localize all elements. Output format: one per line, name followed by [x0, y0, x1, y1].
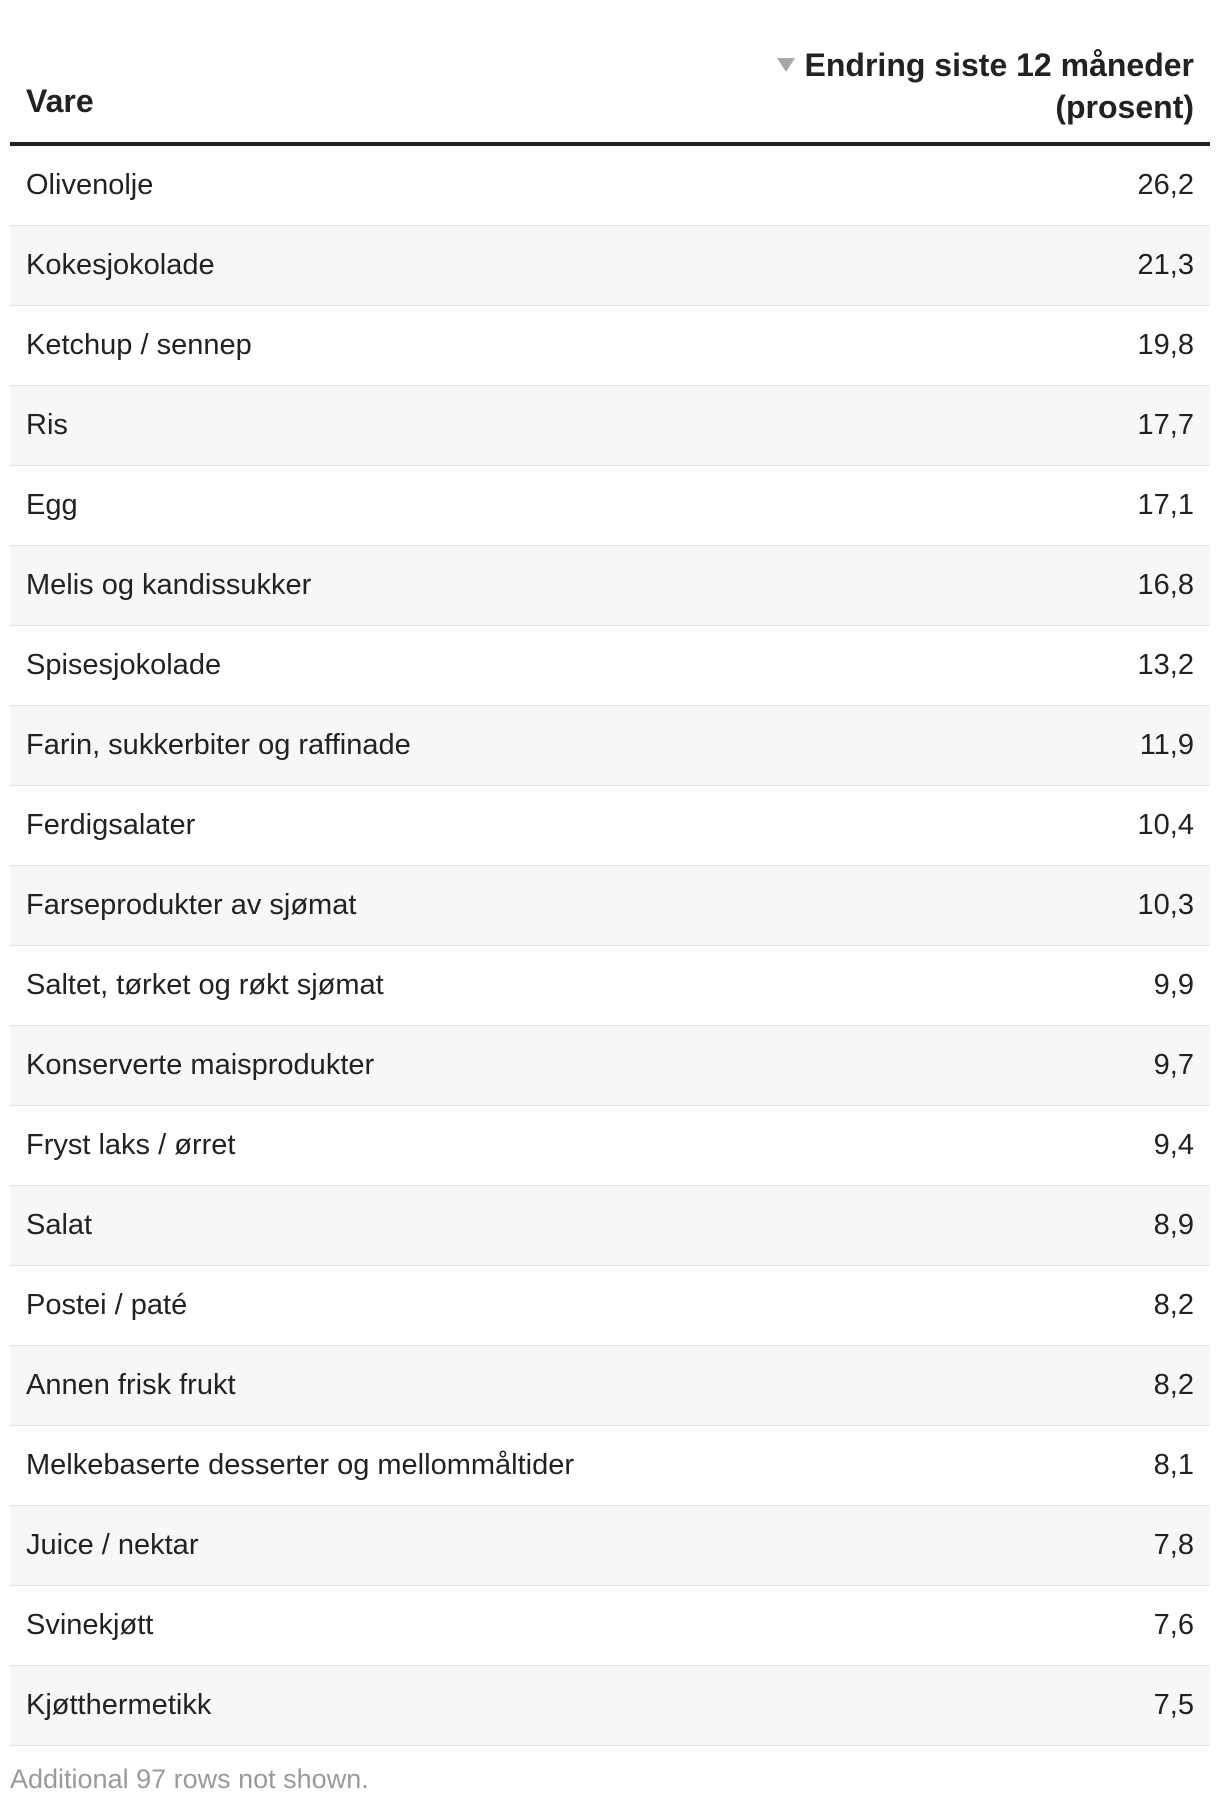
- row-change-value: 9,9: [1153, 969, 1194, 1001]
- row-change-value: 8,1: [1153, 1449, 1194, 1481]
- row-item-label: Annen frisk frukt: [26, 1369, 236, 1401]
- row-change-value: 10,4: [1137, 809, 1194, 841]
- row-item-label: Farseprodukter av sjømat: [26, 889, 357, 921]
- row-item-label: Olivenolje: [26, 169, 154, 201]
- column-header-item[interactable]: Vare: [26, 83, 94, 119]
- table-row: [10, 1266, 1210, 1346]
- row-item-label: Farin, sukkerbiter og raffinade: [26, 729, 411, 761]
- column-header-change[interactable]: [777, 44, 1194, 128]
- table-row: [10, 466, 1210, 546]
- row-item-label: Konserverte maisprodukter: [26, 1049, 375, 1081]
- row-item-label: Ris: [26, 409, 68, 441]
- row-item-label: Spisesjokolade: [26, 649, 222, 681]
- row-change-value: 8,2: [1153, 1369, 1194, 1401]
- row-item-label: Ketchup / sennep: [26, 329, 252, 361]
- row-change-value: 7,8: [1153, 1529, 1194, 1561]
- table-row: [10, 1186, 1210, 1266]
- row-change-value: 11,9: [1139, 729, 1194, 761]
- row-change-value: 26,2: [1137, 169, 1194, 201]
- row-change-value: 9,4: [1153, 1129, 1194, 1161]
- table-footnote: Additional 97 rows not shown.: [10, 1764, 369, 1794]
- sort-descending-icon: [777, 58, 795, 72]
- row-change-value: 7,5: [1153, 1689, 1194, 1721]
- row-item-label: Juice / nektar: [26, 1529, 199, 1561]
- row-item-label: Kjøtthermetikk: [26, 1689, 212, 1721]
- column-header-change-line2: (prosent): [1055, 89, 1194, 125]
- table-header: [10, 0, 1210, 146]
- row-item-label: Svinekjøtt: [26, 1609, 154, 1641]
- column-header-change-text: Endring siste 12 måneder: [804, 47, 1194, 83]
- row-change-value: 16,8: [1137, 569, 1194, 601]
- table-row: [10, 1106, 1210, 1186]
- row-item-label: Egg: [26, 489, 78, 521]
- row-item-label: Kokesjokolade: [26, 249, 215, 281]
- table-body: [10, 146, 1210, 1746]
- row-change-value: 17,1: [1137, 489, 1194, 521]
- data-table: [10, 0, 1210, 1746]
- column-header-change-line1: [777, 44, 1194, 86]
- table-row: [10, 1666, 1210, 1746]
- table-row: [10, 706, 1210, 786]
- row-change-value: 19,8: [1137, 329, 1194, 361]
- row-change-value: 13,2: [1137, 649, 1194, 681]
- table-row: [10, 866, 1210, 946]
- row-change-value: 17,7: [1137, 409, 1194, 441]
- row-item-label: Ferdigsalater: [26, 809, 196, 841]
- table-row: [10, 1426, 1210, 1506]
- row-item-label: Melkebaserte desserter og mellommåltider: [26, 1449, 574, 1481]
- row-item-label: Melis og kandissukker: [26, 569, 312, 601]
- table-row: [10, 146, 1210, 226]
- row-item-label: Salat: [26, 1209, 93, 1241]
- table-row: [10, 1506, 1210, 1586]
- row-change-value: 8,9: [1153, 1209, 1194, 1241]
- row-change-value: 21,3: [1137, 249, 1194, 281]
- table-row: [10, 1346, 1210, 1426]
- row-change-value: 9,7: [1153, 1049, 1194, 1081]
- row-item-label: Postei / paté: [26, 1289, 188, 1321]
- table-row: [10, 786, 1210, 866]
- table-row: [10, 1026, 1210, 1106]
- table-row: [10, 386, 1210, 466]
- table-row: [10, 306, 1210, 386]
- row-change-value: 10,3: [1137, 889, 1194, 921]
- table-row: [10, 546, 1210, 626]
- row-change-value: 7,6: [1153, 1609, 1194, 1641]
- row-item-label: Saltet, tørket og røkt sjømat: [26, 969, 384, 1001]
- table-row: [10, 1586, 1210, 1666]
- row-item-label: Fryst laks / ørret: [26, 1129, 236, 1161]
- table-row: [10, 946, 1210, 1026]
- table-row: [10, 226, 1210, 306]
- row-change-value: 8,2: [1153, 1289, 1194, 1321]
- table-row: [10, 626, 1210, 706]
